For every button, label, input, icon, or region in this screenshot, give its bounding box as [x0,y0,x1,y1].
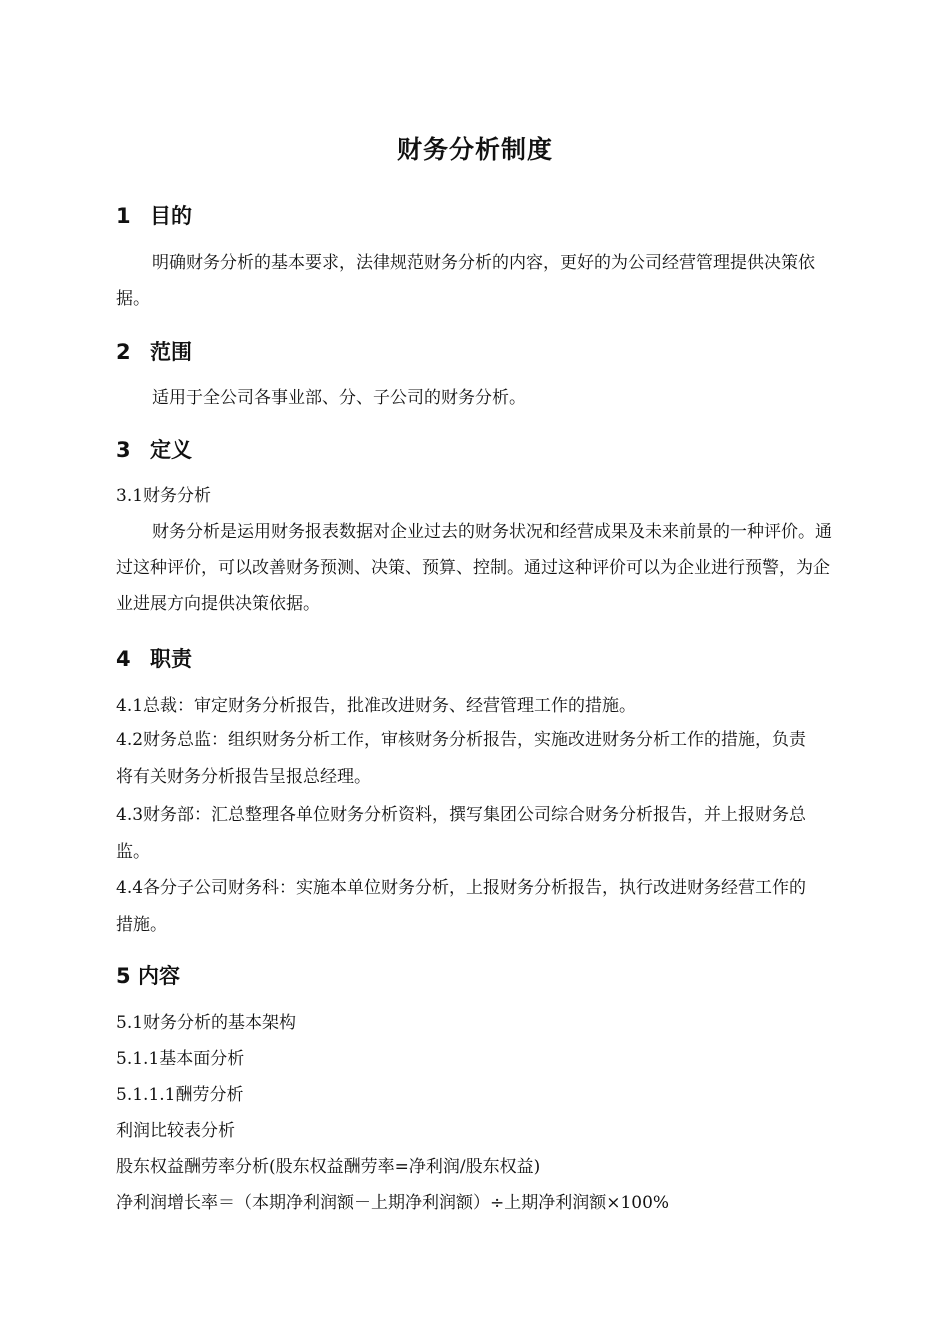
content-line: 5.1财务分析的基本架构 [116,1013,297,1033]
section-number: 5 [116,964,131,988]
section-title: 内容 [138,964,180,988]
section-heading-scope [116,336,192,366]
section-title: 目的 [150,204,192,228]
content-line: 股东权益酬劳率分析(股东权益酬劳率=净利润/股东权益) [116,1157,541,1177]
section-title: 范围 [150,340,192,364]
section-title: 定义 [150,438,192,462]
section-body-purpose: 明确财务分析的基本要求，法律规范财务分析的内容，更好的为公司经营管理提供决策依据。 [116,253,815,309]
content-line: 5.1.1基本面分析 [116,1049,245,1069]
section-body-definition: 财务分析是运用财务报表数据对企业过去的财务状况和经营成果及未来前景的一种评价。通过这种评价，可以改善财务预测、决策、预算、控制。通过这种评价可以为企业进行预警，为企业进展方向提供决策依据。 [116,522,832,614]
section-heading-purpose [116,200,192,230]
section-title: 职责 [150,647,192,671]
section-heading-content [116,960,180,990]
responsibility-item: 4.3财务部：汇总整理各单位财务分析资料，撰写集团公司综合财务分析报告，并上报财务总监。 [116,805,807,862]
content-line: 净利润增长率＝（本期净利润额－上期净利润额）÷上期净利润额×100% [116,1193,670,1213]
section-heading-responsibilities [116,643,192,673]
responsibility-item: 4.2财务总监：组织财务分析工作，审核财务分析报告，实施改进财务分析工作的措施，负责将有关财务分析报告呈报总经理。 [116,730,807,787]
section-number: 4 [116,647,131,671]
section-body-scope: 适用于全公司各事业部、分、子公司的财务分析。 [152,388,526,408]
content-line: 5.1.1.1酬劳分析 [116,1085,244,1105]
section-number: 3 [116,438,131,462]
subsection-financial-analysis: 3.1财务分析 [116,486,212,506]
responsibility-item: 4.1总裁：审定财务分析报告，批准改进财务、经营管理工作的措施。 [116,696,637,716]
content-line: 利润比较表分析 [116,1121,235,1141]
section-number: 2 [116,340,131,364]
section-heading-definition [116,434,192,464]
page-title: 财务分析制度 [396,135,553,164]
responsibility-item: 4.4各分子公司财务科：实施本单位财务分析，上报财务分析报告，执行改进财务经营工作的措施。 [116,878,807,935]
section-number: 1 [116,204,131,228]
